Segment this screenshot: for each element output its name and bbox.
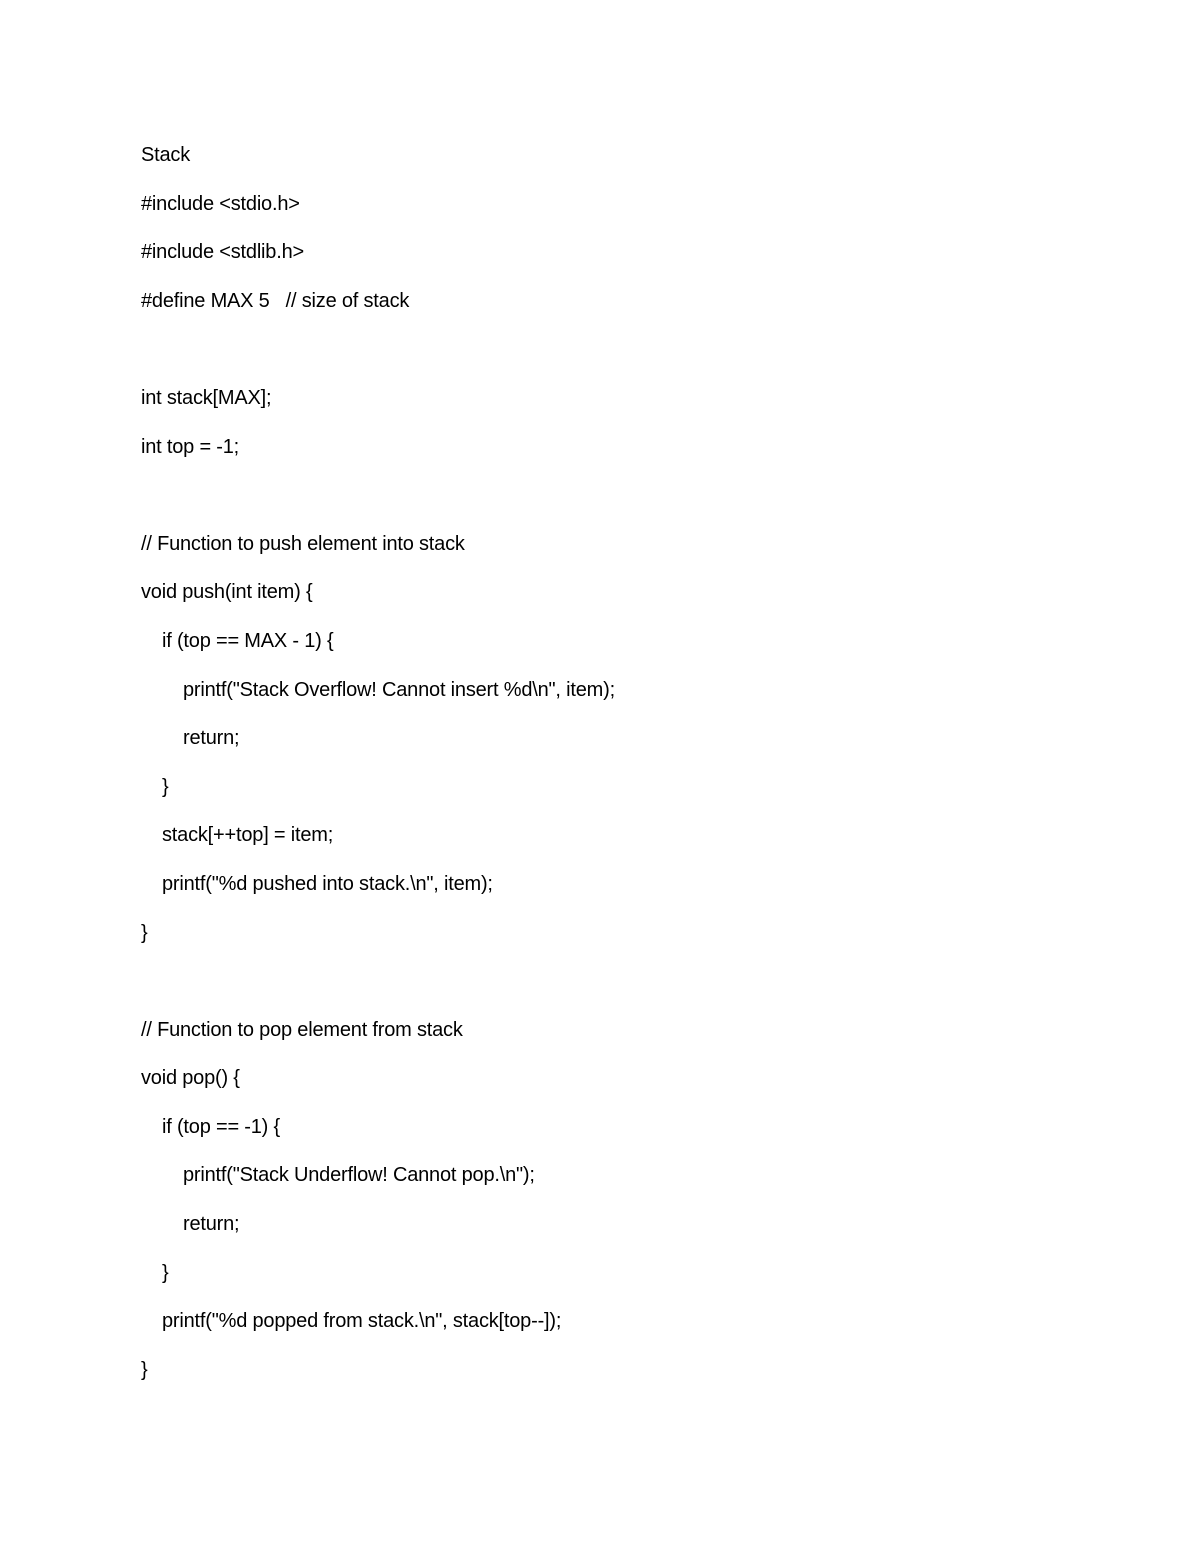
code-line: if (top == MAX - 1) {	[162, 629, 334, 652]
code-line: if (top == -1) {	[162, 1115, 280, 1138]
document-title: Stack	[141, 144, 191, 166]
code-line: #include <stdlib.h>	[141, 241, 304, 264]
code-comment: // Function to pop element from stack	[141, 1018, 463, 1041]
code-line: stack[++top] = item;	[162, 824, 334, 847]
code-line: #define MAX 5 // size of stack	[141, 289, 410, 312]
code-line: #include <stdio.h>	[141, 192, 300, 215]
code-comment: // Function to push element into stack	[141, 532, 465, 555]
code-line: void pop() {	[141, 1067, 240, 1090]
code-line: int top = -1;	[141, 435, 240, 458]
code-line: }	[141, 1358, 148, 1381]
code-line: printf("%d popped from stack.\n", stack[top--]);	[162, 1310, 562, 1333]
document-body	[141, 140, 1101, 1403]
code-line: }	[162, 775, 169, 798]
code-line: }	[141, 921, 148, 944]
code-line: }	[162, 1261, 169, 1284]
code-line: printf("Stack Underflow! Cannot pop.\n");	[183, 1164, 535, 1187]
code-line: return;	[183, 727, 240, 750]
blank-line	[141, 480, 1101, 529]
code-line: void push(int item) {	[141, 581, 313, 604]
code-line: printf("Stack Overflow! Cannot insert %d\n", item);	[183, 678, 615, 701]
code-line: printf("%d pushed into stack.\n", item);	[162, 872, 493, 895]
code-line: int stack[MAX];	[141, 386, 272, 409]
code-line: return;	[183, 1213, 240, 1236]
blank-line	[141, 966, 1101, 1015]
blank-line	[141, 334, 1101, 383]
